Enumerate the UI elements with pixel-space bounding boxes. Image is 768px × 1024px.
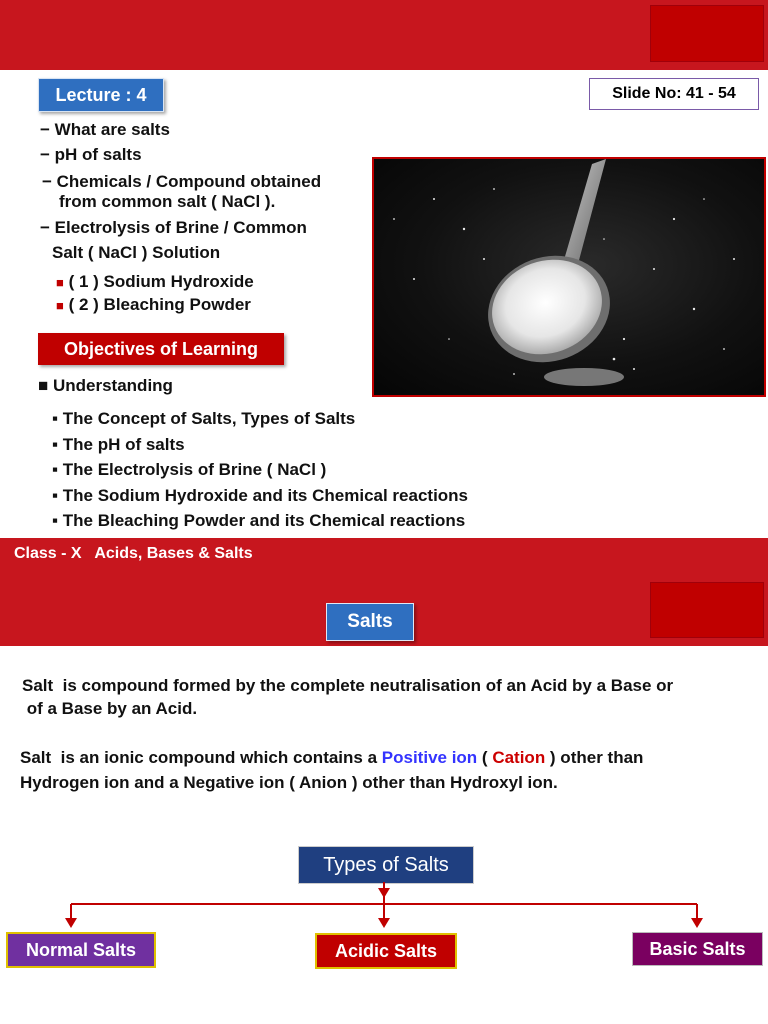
objectives-badge: Objectives of Learning	[38, 333, 284, 365]
objective-item: ▪ The pH of salts	[52, 435, 185, 454]
cation-term: Cation	[492, 748, 546, 767]
slide-number-box: Slide No: 41 - 54	[589, 78, 759, 110]
topic-item: − Chemicals / Compound obtained	[42, 172, 322, 191]
lecture-badge: Lecture : 4	[38, 78, 164, 112]
footer-label: Class - X Acids, Bases & Salts	[14, 545, 253, 562]
square-bullet-icon: ■	[56, 298, 64, 313]
topic-item: − What are salts	[40, 120, 170, 139]
topic-item: from common salt ( NaCl ).	[59, 192, 276, 211]
acidic-salts-box: Acidic Salts	[315, 933, 457, 969]
slide2-title: Salts	[326, 603, 414, 641]
positive-ion-term: Positive ion	[381, 748, 478, 767]
sub-topic-label: ( 2 ) Bleaching Powder	[68, 295, 251, 314]
basic-salts-box: Basic Salts	[632, 932, 763, 966]
ionic-line: Hydrogen ion and a Negative ion ( Anion ) other than Hydroxyl ion.	[20, 773, 558, 792]
square-bullet-icon: ■	[56, 275, 64, 290]
ionic-text: Salt is an ionic compound which contains a	[20, 748, 382, 767]
objective-item: ▪ The Electrolysis of Brine ( NaCl )	[52, 460, 327, 479]
normal-salts-box: Normal Salts	[6, 932, 156, 968]
sub-topic-label: ( 1 ) Sodium Hydroxide	[68, 272, 254, 291]
objective-item: ▪ The Bleaching Powder and its Chemical reactions	[52, 511, 466, 530]
understanding-label: ■ Understanding	[38, 376, 173, 395]
types-of-salts-title: Types of Salts	[298, 846, 474, 884]
definition-line: of a Base by an Acid.	[22, 699, 198, 718]
topic-item: Salt ( NaCl ) Solution	[52, 243, 221, 262]
definition-line: Salt is compound formed by the complete neutralisation of an Acid by a Base or	[22, 676, 674, 695]
ionic-text: ) other than	[545, 748, 644, 767]
topic-item: − Electrolysis of Brine / Common	[40, 218, 307, 237]
topic-item: − pH of salts	[40, 145, 142, 164]
objective-item: ▪ The Concept of Salts, Types of Salts	[52, 409, 356, 428]
ionic-text: (	[477, 748, 493, 767]
objective-item: ▪ The Sodium Hydroxide and its Chemical reactions	[52, 486, 469, 505]
